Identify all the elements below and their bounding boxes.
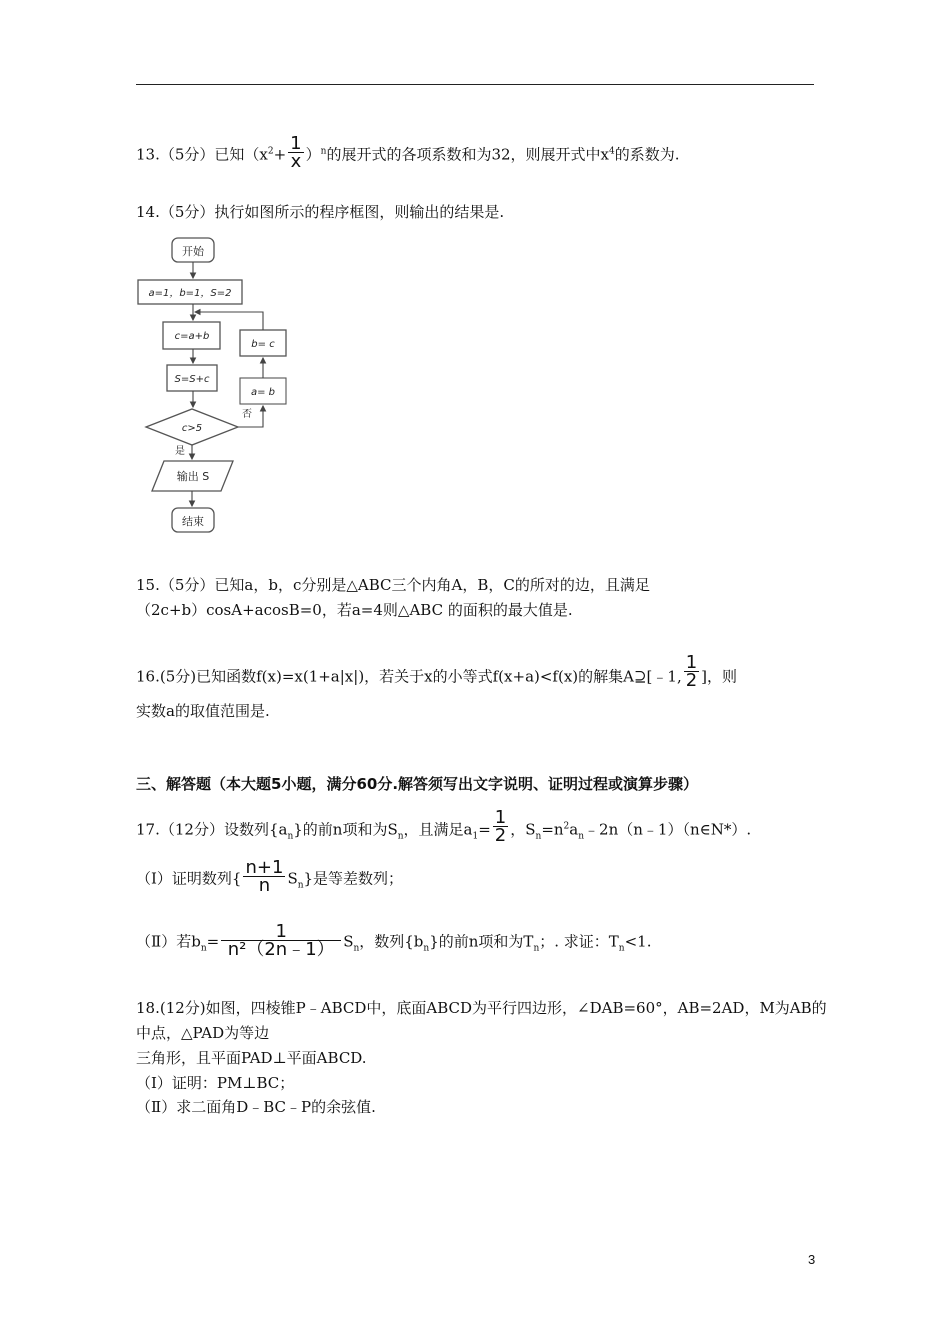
- q13-power-n: n: [320, 146, 327, 157]
- q17-text-a: 17.（12分）设数列{a: [136, 820, 288, 839]
- q17-text-c: ，且满足a: [403, 820, 473, 839]
- flow-assign-b-label: b= c: [251, 339, 275, 350]
- q17-fraction: [493, 809, 508, 844]
- q17-text-b: }的前n项和为S: [293, 820, 398, 839]
- flow-yes-label: 是: [175, 446, 185, 457]
- q17-sub: n: [200, 943, 207, 954]
- page-number: 3: [808, 1252, 816, 1267]
- q16-fraction: [684, 654, 699, 689]
- q17-sub-1: 1: [472, 831, 479, 842]
- q17-p1-text-a: （I）证明数列{: [136, 869, 242, 888]
- q13-plus: +: [273, 145, 287, 164]
- q17-text-f: =n: [541, 820, 564, 839]
- q16-frac-num: 1: [685, 652, 698, 673]
- q17-p2-text-e: }的前n项和为T: [429, 932, 534, 951]
- question-17-part-1: [136, 857, 404, 897]
- q17-sub: n: [397, 831, 404, 842]
- q13-frac-den: x: [290, 151, 302, 172]
- flow-condition-label: c>5: [181, 423, 203, 434]
- q13-text-end: 的系数为.: [614, 145, 680, 164]
- flow-init-label: a=1，b=1，S=2: [148, 288, 232, 299]
- q17-p1-text-b: S: [287, 869, 298, 888]
- q17-p2-text-b: =: [206, 932, 220, 951]
- flow-no-label: 否: [242, 409, 252, 420]
- q17-sub: n: [578, 831, 585, 842]
- q17-sup: 2: [563, 821, 570, 832]
- q13-frac-num: 1: [290, 133, 302, 154]
- q17-p2-frac-num: 1: [221, 923, 341, 941]
- question-18-part-1: （I）证明：PM⊥BC；: [136, 1074, 295, 1092]
- q16-frac-den: 2: [685, 670, 698, 691]
- q17-p2-text-a: （Ⅱ）若b: [136, 932, 201, 951]
- question-17: [136, 807, 752, 848]
- q13-text-2: 的展开式的各项系数和为32，则展开式中x: [326, 145, 609, 164]
- flowchart: [130, 232, 276, 537]
- question-18-part-2: （Ⅱ）求二面角D﹣BC﹣P的余弦值.: [136, 1098, 376, 1116]
- q17-p2-fraction: [221, 923, 341, 958]
- q17-p1-frac-den: n: [258, 875, 271, 896]
- question-17-part-2: [136, 921, 652, 960]
- q17-p1-fraction: [243, 859, 285, 894]
- q17-sub: n: [423, 943, 430, 954]
- q13-text: 13.（5分）已知（x: [136, 145, 268, 164]
- q17-text-g: a: [569, 820, 579, 839]
- question-18-line-3: 三角形，且平面PAD⊥平面ABCD.: [136, 1049, 367, 1067]
- q17-frac-num: 1: [494, 807, 507, 828]
- flow-start-label: 开始: [182, 245, 204, 258]
- q17-text-h: ﹣2n（n﹣1）（n∈N*）.: [584, 820, 752, 839]
- header-rule: [136, 84, 814, 85]
- q17-sub: n: [618, 943, 625, 954]
- question-18-line-1: 18.(12分)如图，四棱锥P﹣ABCD中，底面ABCD为平行四边形，∠DAB=60°，AB=2AD，M为AB的: [136, 999, 827, 1017]
- q17-sub: n: [533, 943, 540, 954]
- q17-text-d: =: [478, 820, 491, 839]
- q16-text-end: ]，则: [701, 667, 738, 686]
- q17-sub: n: [535, 831, 542, 842]
- q17-sub: n: [287, 831, 294, 842]
- flow-step1-label: c=a+b: [174, 331, 210, 342]
- q17-p2-frac-den: n²（2n﹣1）: [227, 939, 335, 960]
- q13-exponent-4: 4: [609, 146, 615, 157]
- q17-p2-text-c: S: [343, 932, 354, 951]
- q17-p1-frac-num: n+1: [245, 857, 284, 878]
- q17-sub: n: [297, 880, 304, 891]
- q17-text-e: ，S: [510, 820, 536, 839]
- question-18-line-2: 中点，△PAD为等边: [136, 1024, 270, 1042]
- question-15-line-2: （2c+b）cosA+acosB=0，若a=4则△ABC 的面积的最大值是.: [136, 601, 573, 619]
- question-15-line-1: 15.（5分）已知a，b，c分别是△ABC三个内角A，B，C的所对的边，且满足: [136, 576, 650, 594]
- q16-text: 16.(5分)已知函数f(x)=x(1+a|x|)，若关于x的小等式f(x+a)<f(x)的解集A⊇[﹣1,: [136, 667, 682, 686]
- q17-p2-text-d: ，数列{b: [359, 932, 424, 951]
- q17-p2-text-f: ；. 求证：T: [539, 932, 619, 951]
- question-14: 14.（5分）执行如图所示的程序框图，则输出的结果是.: [136, 203, 505, 221]
- q17-p1-text-c: }是等差数列；: [303, 869, 404, 888]
- q17-sub: n: [353, 943, 360, 954]
- question-13: [136, 133, 680, 173]
- q17-p2-text-g: <1.: [624, 932, 652, 951]
- q13-paren: ）: [305, 145, 321, 164]
- section-3-heading: 三、解答题（本大题5小题，满分60分.解答须写出文字说明、证明过程或演算步骤）: [136, 775, 699, 793]
- q17-frac-den: 2: [494, 825, 507, 846]
- q13-exponent: 2: [267, 146, 274, 157]
- question-16-line-1: [136, 652, 738, 695]
- flow-assign-a-label: a= b: [250, 387, 276, 398]
- flow-step2-label: S=S+c: [174, 374, 210, 385]
- flow-output-label: 输出 S: [176, 470, 210, 483]
- question-16-line-2: 实数a的取值范围是.: [136, 702, 270, 720]
- q13-fraction: [288, 135, 303, 170]
- flow-end-label: 结束: [182, 515, 204, 528]
